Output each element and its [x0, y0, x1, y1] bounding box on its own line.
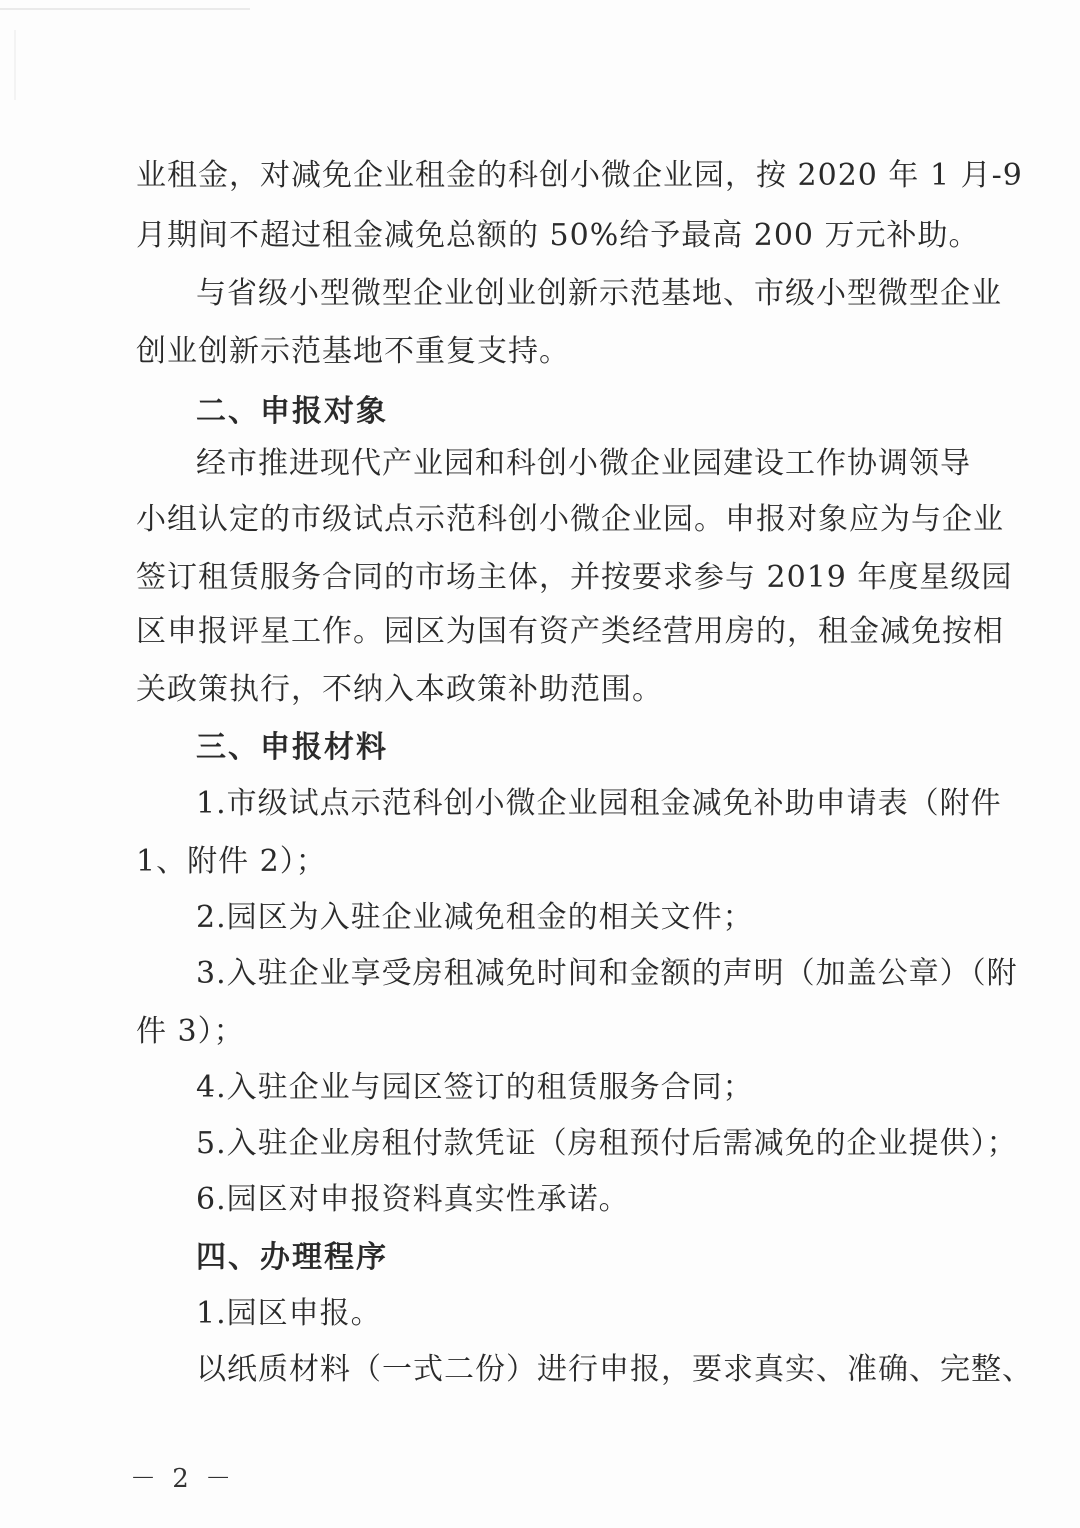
body-line: 区申报评星工作。园区为国有资产类经营用房的，租金减免按相	[136, 614, 1004, 649]
body-line: 创业创新示范基地不重复支持。	[136, 334, 570, 369]
list-item: 2.园区为入驻企业减免租金的相关文件；	[196, 900, 754, 935]
section-heading-4: 四、办理程序	[196, 1240, 388, 1275]
body-line: 经市推进现代产业园和科创小微企业园建设工作协调领导	[196, 446, 971, 481]
body-line: 月期间不超过租金减免总额的 50%给予最高 200 万元补助。	[136, 218, 980, 253]
body-line: 小组认定的市级试点示范科创小微企业园。申报对象应为与企业	[136, 502, 1004, 537]
list-item-continuation: 件 3）；	[136, 1014, 245, 1049]
list-item: 3.入驻企业享受房租减免时间和金额的声明（加盖公章）（附	[196, 956, 1018, 991]
body-line: 与省级小型微型企业创业创新示范基地、市级小型微型企业	[196, 276, 1002, 311]
page-number: － 2 －	[130, 1464, 236, 1494]
list-item: 1.市级试点示范科创小微企业园租金减免补助申请表（附件	[196, 786, 1002, 821]
scan-artifact-top	[0, 8, 250, 10]
list-item: 6.园区对申报资料真实性承诺。	[196, 1182, 630, 1217]
scan-artifact-left	[14, 30, 16, 100]
section-heading-2: 二、申报对象	[196, 394, 388, 429]
list-item: 4.入驻企业与园区签订的租赁服务合同；	[196, 1070, 754, 1105]
body-line: 业租金，对减免企业租金的科创小微企业园，按 2020 年 1 月-9	[136, 158, 1023, 193]
list-item-continuation: 1、附件 2）；	[136, 844, 327, 879]
section-heading-3: 三、申报材料	[196, 730, 388, 765]
list-item: 5.入驻企业房租付款凭证（房租预付后需减免的企业提供）；	[196, 1126, 1018, 1161]
body-line: 以纸质材料（一式二份）进行申报，要求真实、准确、完整、	[196, 1352, 1033, 1387]
body-line: 关政策执行，不纳入本政策补助范围。	[136, 672, 663, 707]
body-line: 签订租赁服务合同的市场主体，并按要求参与 2019 年度星级园	[136, 560, 1013, 595]
list-item: 1.园区申报。	[196, 1296, 382, 1331]
